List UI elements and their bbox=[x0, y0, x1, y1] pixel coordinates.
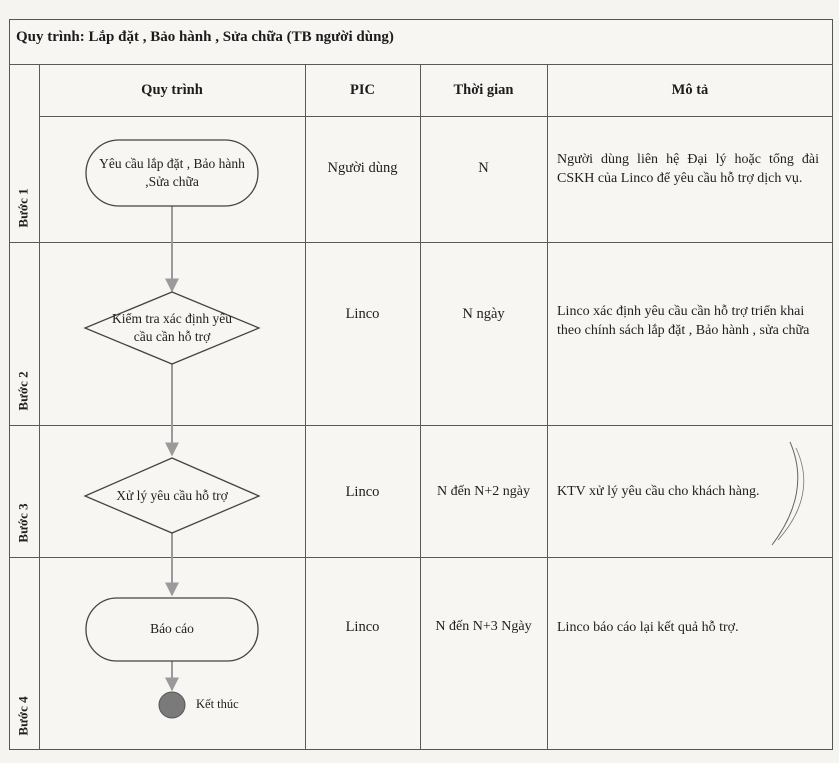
end-circle bbox=[159, 692, 185, 718]
description-cell: KTV xử lý yêu cầu cho khách hàng. bbox=[557, 484, 760, 499]
description-cell: Người dùng liên hệ Đại lý hoặc tổng đài CSKH của Linco để yêu cầu hỗ trợ dịch vụ. bbox=[557, 152, 819, 186]
document-title: Quy trình: Lắp đặt , Bảo hành , Sửa chữa (TB người dùng) bbox=[16, 29, 394, 45]
pic-cell: Linco bbox=[345, 484, 380, 500]
step-label-1: Bước 1 bbox=[16, 188, 32, 228]
time-cell: N ngày bbox=[462, 306, 505, 322]
start-terminator-text: Yêu cầu lắp đặt , Bảo hành ,Sửa chữa bbox=[99, 156, 245, 189]
header-process: Quy trình bbox=[141, 81, 203, 98]
end-label: Kết thúc bbox=[196, 697, 239, 711]
time-cell: N đến N+2 ngày bbox=[436, 484, 531, 499]
pic-cell: Người dùng bbox=[327, 160, 398, 176]
step-label-4: Bước 4 bbox=[16, 696, 32, 736]
pic-cell: Linco bbox=[345, 306, 380, 322]
description-cell: Linco báo cáo lại kết quả hỗ trợ. bbox=[557, 620, 739, 635]
time-cell: N bbox=[478, 160, 489, 176]
time-cell: N đến N+3 Ngày bbox=[435, 619, 532, 634]
description-cell: Linco xác định yêu cầu cần hỗ trợ triển khai theo chính sách lắp đặt , Bảo hành , sửa chữa bbox=[557, 304, 810, 338]
header-time: Thời gian bbox=[453, 81, 514, 98]
header-description: Mô tả bbox=[671, 81, 709, 98]
decision-check-text: Kiểm tra xác định yêu cầu cần hỗ trợ bbox=[112, 311, 232, 344]
step-label-2: Bước 2 bbox=[16, 371, 32, 411]
decision-process-text: Xử lý yêu cầu hỗ trợ bbox=[116, 488, 228, 503]
report-terminator-text: Báo cáo bbox=[150, 621, 194, 636]
step-label-3: Bước 3 bbox=[16, 503, 32, 543]
header-pic: PIC bbox=[350, 81, 375, 98]
pic-cell: Linco bbox=[345, 619, 380, 635]
